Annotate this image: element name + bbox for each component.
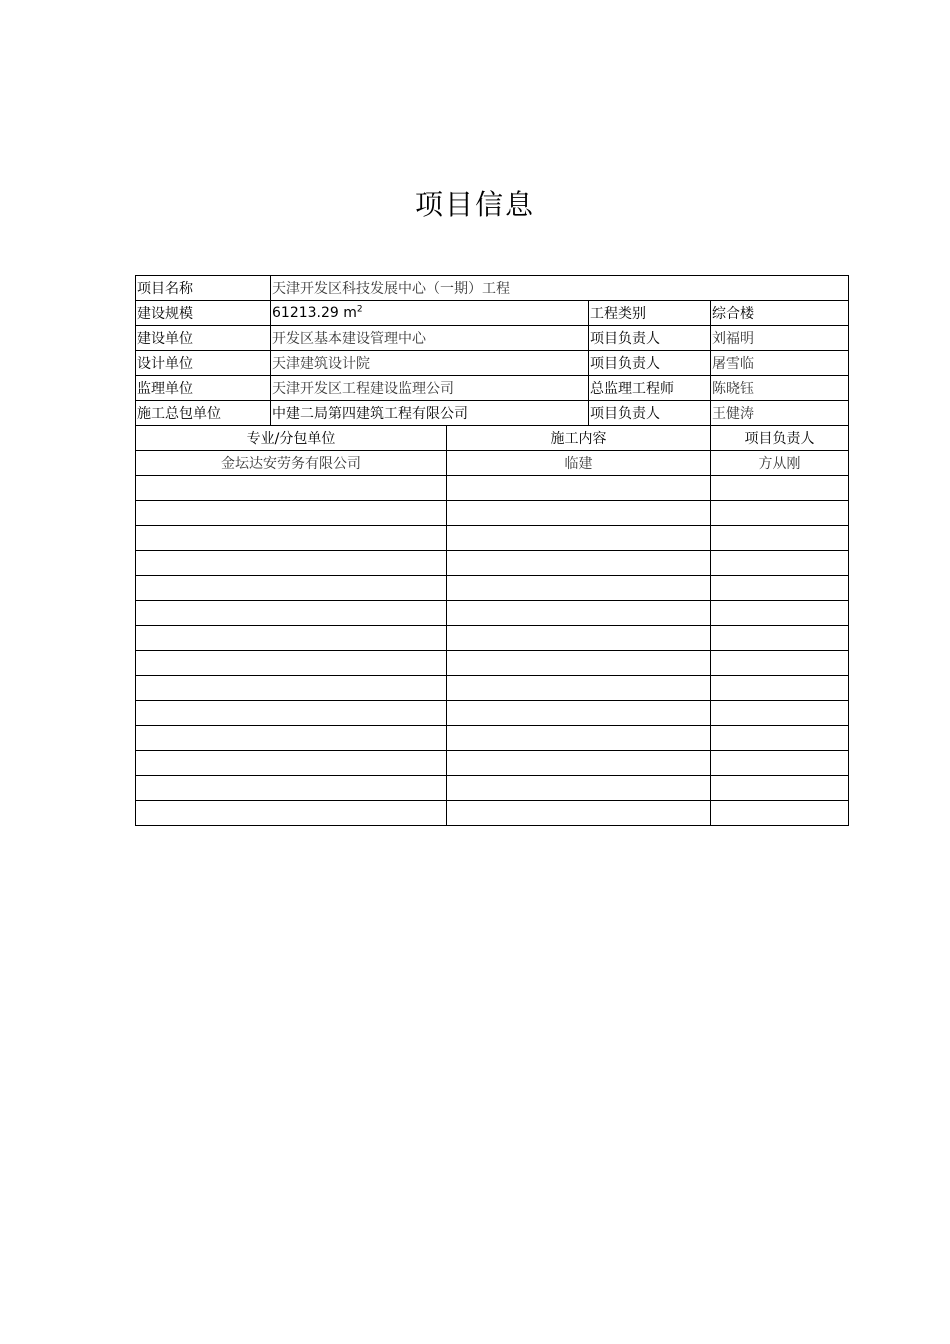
subcontract-lead-cell xyxy=(711,776,849,801)
supervisor-label: 监理单位 xyxy=(136,376,271,401)
subcontract-lead-cell: 方从刚 xyxy=(711,451,849,476)
subcontract-content-cell xyxy=(447,576,711,601)
subcontract-content-cell xyxy=(447,476,711,501)
builder-value: 开发区基本建设管理中心 xyxy=(271,326,589,351)
designer-row xyxy=(136,351,849,376)
subcontract-header-content: 施工内容 xyxy=(447,426,711,451)
subcontract-unit-cell xyxy=(136,651,447,676)
designer-lead-value: 屠雪临 xyxy=(711,351,849,376)
scale-unit-superscript: 2 xyxy=(356,304,363,315)
subcontract-header-row xyxy=(136,426,849,451)
subcontract-header-unit: 专业/分包单位 xyxy=(136,426,447,451)
scale-label: 建设规模 xyxy=(136,301,271,326)
project-name-value: 天津开发区科技发展中心（一期）工程 xyxy=(271,276,849,301)
subcontract-lead-cell xyxy=(711,601,849,626)
subcontract-lead-cell xyxy=(711,626,849,651)
subcontract-content-cell xyxy=(447,501,711,526)
subcontract-content-cell xyxy=(447,601,711,626)
builder-lead-label: 项目负责人 xyxy=(589,326,711,351)
subcontract-lead-cell xyxy=(711,701,849,726)
subcontract-lead-cell xyxy=(711,676,849,701)
contractor-row xyxy=(136,401,849,426)
subcontract-content-cell xyxy=(447,551,711,576)
subcontract-unit-cell xyxy=(136,526,447,551)
contractor-value: 中建二局第四建筑工程有限公司 xyxy=(271,401,589,426)
contractor-label: 施工总包单位 xyxy=(136,401,271,426)
table-row xyxy=(136,501,849,526)
subcontract-content-cell xyxy=(447,726,711,751)
table-row xyxy=(136,551,849,576)
subcontract-unit-cell xyxy=(136,776,447,801)
subcontract-lead-cell xyxy=(711,726,849,751)
table-row xyxy=(136,776,849,801)
builder-label: 建设单位 xyxy=(136,326,271,351)
subcontract-unit-cell xyxy=(136,476,447,501)
subcontract-content-cell xyxy=(447,701,711,726)
table-row xyxy=(136,676,849,701)
table-row xyxy=(136,751,849,776)
subcontract-unit-cell xyxy=(136,501,447,526)
subcontract-lead-cell xyxy=(711,476,849,501)
supervisor-value: 天津开发区工程建设监理公司 xyxy=(271,376,589,401)
designer-label: 设计单位 xyxy=(136,351,271,376)
subcontract-unit-cell xyxy=(136,751,447,776)
page-title: 项目信息 xyxy=(414,188,535,221)
subcontract-lead-cell xyxy=(711,576,849,601)
supervisor-row xyxy=(136,376,849,401)
subcontract-unit-cell xyxy=(136,626,447,651)
subcontract-unit-cell xyxy=(136,601,447,626)
project-info-table xyxy=(135,275,849,826)
subcontract-header-lead: 项目负责人 xyxy=(711,426,849,451)
project-name-row xyxy=(136,276,849,301)
designer-lead-label: 项目负责人 xyxy=(589,351,711,376)
table-row xyxy=(136,726,849,751)
subcontract-unit-cell xyxy=(136,701,447,726)
subcontract-content-cell xyxy=(447,626,711,651)
subcontract-lead-cell xyxy=(711,801,849,826)
scale-value-cell xyxy=(271,301,589,326)
scale-value: 61213.29 m xyxy=(272,305,357,321)
subcontract-content-cell xyxy=(447,776,711,801)
supervisor-lead-value: 陈晓钰 xyxy=(711,376,849,401)
subcontract-unit-cell xyxy=(136,551,447,576)
subcontract-lead-cell xyxy=(711,551,849,576)
contractor-lead-value: 王健涛 xyxy=(711,401,849,426)
subcontract-content-cell xyxy=(447,676,711,701)
project-name-label: 项目名称 xyxy=(136,276,271,301)
subcontract-rows xyxy=(136,451,849,826)
subcontract-lead-cell xyxy=(711,751,849,776)
subcontract-content-cell: 临建 xyxy=(447,451,711,476)
table-row xyxy=(136,701,849,726)
table-row xyxy=(136,576,849,601)
subcontract-unit-cell: 金坛达安劳务有限公司 xyxy=(136,451,447,476)
designer-value: 天津建筑设计院 xyxy=(271,351,589,376)
table-row xyxy=(136,626,849,651)
scale-row xyxy=(136,301,849,326)
subcontract-lead-cell xyxy=(711,501,849,526)
table-row xyxy=(136,651,849,676)
subcontract-unit-cell xyxy=(136,576,447,601)
builder-lead-value: 刘福明 xyxy=(711,326,849,351)
table-row xyxy=(136,526,849,551)
subcontract-content-cell xyxy=(447,526,711,551)
table-row xyxy=(136,451,849,476)
category-label: 工程类别 xyxy=(589,301,711,326)
subcontract-unit-cell xyxy=(136,726,447,751)
subcontract-unit-cell xyxy=(136,801,447,826)
subcontract-content-cell xyxy=(447,751,711,776)
table-row xyxy=(136,476,849,501)
supervisor-lead-label: 总监理工程师 xyxy=(589,376,711,401)
contractor-lead-label: 项目负责人 xyxy=(589,401,711,426)
subcontract-unit-cell xyxy=(136,676,447,701)
category-value: 综合楼 xyxy=(711,301,849,326)
subcontract-lead-cell xyxy=(711,651,849,676)
subcontract-lead-cell xyxy=(711,526,849,551)
table-row xyxy=(136,801,849,826)
table-row xyxy=(136,601,849,626)
subcontract-content-cell xyxy=(447,801,711,826)
builder-row xyxy=(136,326,849,351)
subcontract-content-cell xyxy=(447,651,711,676)
